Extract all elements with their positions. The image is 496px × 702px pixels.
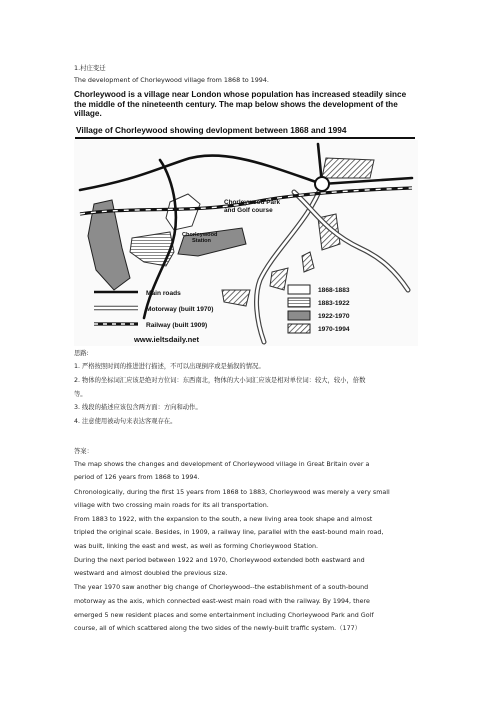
ideas-item: 2. 物体的坐标词汇应该是绝对方位词：东西南北，物体的大小词汇应该是相对单位词：较大，较小，倍数 [74,377,366,384]
figure-intro-text: Chorleywood is a village near London whose population has increased steadily since the middle of the nineteenth century. The map below shows the development of the village. [74,90,407,119]
ideas-item: 3. 线段的描述应该包含两方面：方向和动作。 [74,404,202,411]
roundabout [315,177,329,191]
answer-line: course, all of which scattered along the two sides of the newly-built traffic system.（177） [74,625,361,632]
park-label-line1: Chorleywood Park [224,199,281,206]
task-subheading: The development of Chorleywood village from 1868 to 1994. [74,76,269,84]
legend-1883-label: 1883-1922 [318,300,350,307]
station-label-line1: Chorleywood [182,232,218,238]
answer-line: The map shows the changes and development of Chorleywood village in Great Britain over a [74,461,370,468]
answer-line: westward and almost doubled the previous size. [74,570,228,577]
legend-1883-swatch [288,298,310,307]
map-title: Village of Chorleywood showing devlopment between 1868 and 1994 [76,125,347,135]
answer-line: emerged 5 new resident places and some entertainment including Chorleywood Park and Golf [74,612,374,619]
ideas-title: 思路: [74,350,89,357]
chorleywood-map [74,140,418,346]
answer-line: was built, linking the east and west, as well as forming Chorleywood Station. [74,543,319,550]
answer-line: Chronologically, during the first 15 years from 1868 to 1883, Chorleywood was merely a very small [74,489,390,496]
legend-1868-label: 1868-1883 [318,287,350,294]
station-label-line2: Station [192,238,211,244]
section-heading: 1.村庄变迁 [74,64,106,72]
answer-line: village with two crossing main roads for its all transportation. [74,502,269,509]
answer-line: The year 1970 saw another big change of Chorleywood--the establishment of a south-bound [74,584,369,591]
answer-line: period of 126 years from 1868 to 1994. [74,474,200,481]
legend-motorway-label: Motorway (built 1970) [146,306,214,313]
legend-1922-swatch [288,311,310,320]
map-source: www.ieltsdaily.net [134,335,199,344]
answer-line: From 1883 to 1922, with the expansion to the south, a new living area took shape and almost [74,516,373,523]
ideas-item: 4. 注意使用被动句来表达客观存在。 [74,418,177,425]
map-title-rule [75,137,415,139]
ideas-item: 1. 严格按照时间的推进进行描述，不可以出现倒序或是插叙的情况。 [74,363,265,370]
answer-line: During the next period between 1922 and 1970, Chorleywood extended both eastward and [74,557,365,564]
legend-1868-swatch [288,285,310,294]
legend-1970-swatch [288,324,310,333]
legend-1922-label: 1922-1970 [318,313,350,320]
answer-line: tripled the original scale. Besides, in 1909, a railway line, parallel with the east-bound main road, [74,529,384,536]
legend-1970-label: 1970-1994 [318,326,350,333]
park-label-line2: and Golf course [224,207,273,214]
answer-line: motorway as the axis, which connected east-west main road with the railway. By 1994, there [74,598,370,605]
answer-title: 答案： [74,448,93,455]
legend-main-roads-label: Main roads [146,290,181,297]
ideas-item: 等。 [74,391,87,398]
legend-railway-label: Railway (built 1909) [146,322,208,329]
